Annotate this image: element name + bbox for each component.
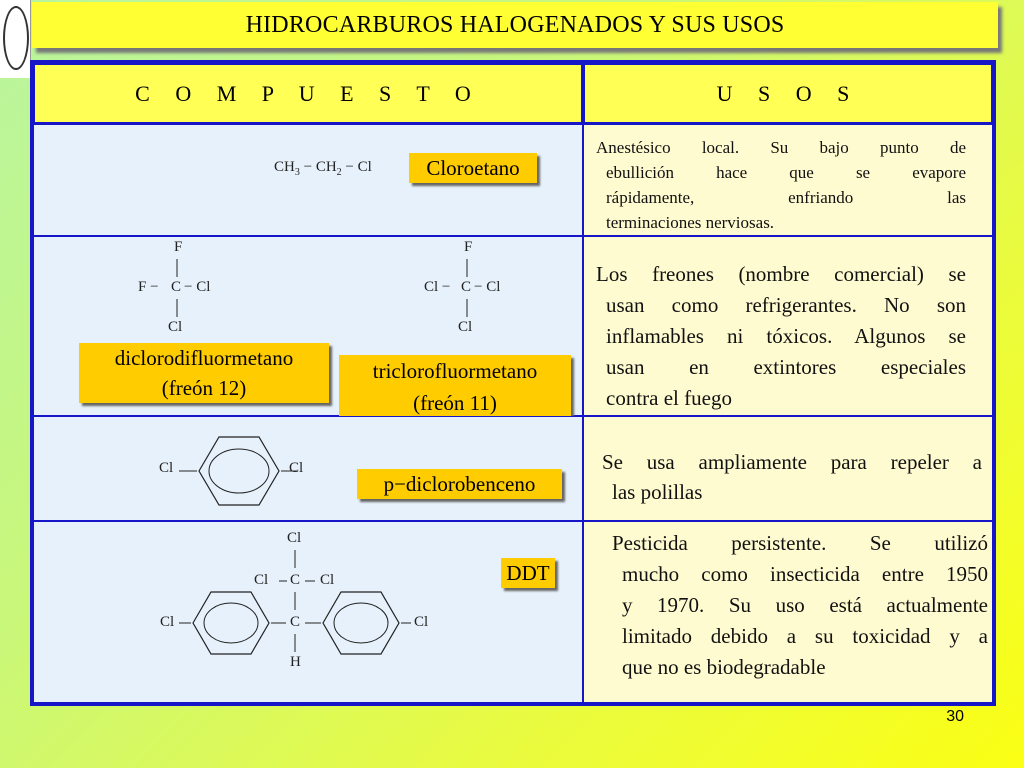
header-usos: U S O S [583, 63, 993, 124]
header-compuesto: C O M P U E S T O [33, 63, 583, 124]
freon11-label: triclorofluormetano (freón 11) [339, 355, 571, 419]
ddt-uso-text: Pesticida persistente. Se utilizó mucho como insecticida entre 1950 y 1970. Su uso está actualmente limitado debido a su toxicidad y a que no es biodegradable [612, 531, 988, 679]
ddt-c-low: C [290, 614, 301, 630]
cloroetano-uso-text: Anestésico local. Su bajo punto de ebullición hace que se evapore rápidamente, enfriando las terminaciones nerviosas. [596, 138, 966, 232]
f12-bonds [174, 257, 184, 337]
f11-top: F [464, 239, 473, 255]
f11-left: Cl − [424, 279, 451, 295]
f11-center: C [461, 279, 472, 295]
ddt-label: DDT [501, 558, 555, 588]
ddt-cl-right: Cl [320, 572, 335, 588]
f11-bottom: Cl [458, 319, 473, 335]
freones-uso-text: Los freones (nombre comercial) se usan como refrigerantes. No son inflamables ni tóxicos. Algunos se usan en extintores especiales contra el fuego [596, 262, 966, 410]
row-freones-uso [583, 236, 993, 416]
benzene-ring [179, 433, 299, 513]
f12-bottom: Cl [168, 319, 183, 335]
diclorobenceno-uso-text: Se usa ampliamente para repeler a las polillas [602, 450, 982, 504]
ddt-c-center: C [290, 572, 301, 588]
row-diclorobenceno-compound [33, 416, 583, 521]
cloroetano-label: Cloroetano [409, 153, 537, 183]
row-freones-compound [33, 236, 583, 416]
row-cloroetano-uso [583, 124, 993, 236]
institution-logo [0, 0, 31, 78]
f11-right: − Cl [474, 279, 501, 295]
title-banner [32, 2, 998, 48]
row-ddt-uso [583, 521, 993, 703]
f12-right: − Cl [184, 279, 211, 295]
pdcb-left-cl: Cl [159, 460, 174, 476]
ddt-structure [179, 522, 479, 672]
page-number: 30 [946, 708, 964, 725]
ddt-ring-left-cl: Cl [160, 614, 175, 630]
f12-top: F [174, 239, 183, 255]
ddt-top-cl: Cl [287, 530, 302, 546]
diclorobenceno-label: p−diclorobenceno [357, 469, 562, 499]
pdcb-right-cl: Cl [289, 460, 304, 476]
f12-left: F − [138, 279, 159, 295]
f11-bonds [464, 257, 474, 337]
compounds-table [30, 60, 996, 706]
freon12-label: diclorodifluormetano (freón 12) [79, 343, 329, 403]
row-diclorobenceno-uso [583, 416, 993, 521]
ddt-ring-right-cl: Cl [414, 614, 429, 630]
ddt-cl-left: Cl [254, 572, 269, 588]
row-cloroetano-compound [33, 124, 583, 236]
ddt-h: H [290, 654, 301, 670]
page-title: HIDROCARBUROS HALOGENADOS Y SUS USOS [245, 11, 785, 38]
cloroetano-formula: $CH_3 - CH_2 - Cl$ [274, 159, 372, 178]
f12-center: C [171, 279, 182, 295]
row-ddt-compound [33, 521, 583, 703]
